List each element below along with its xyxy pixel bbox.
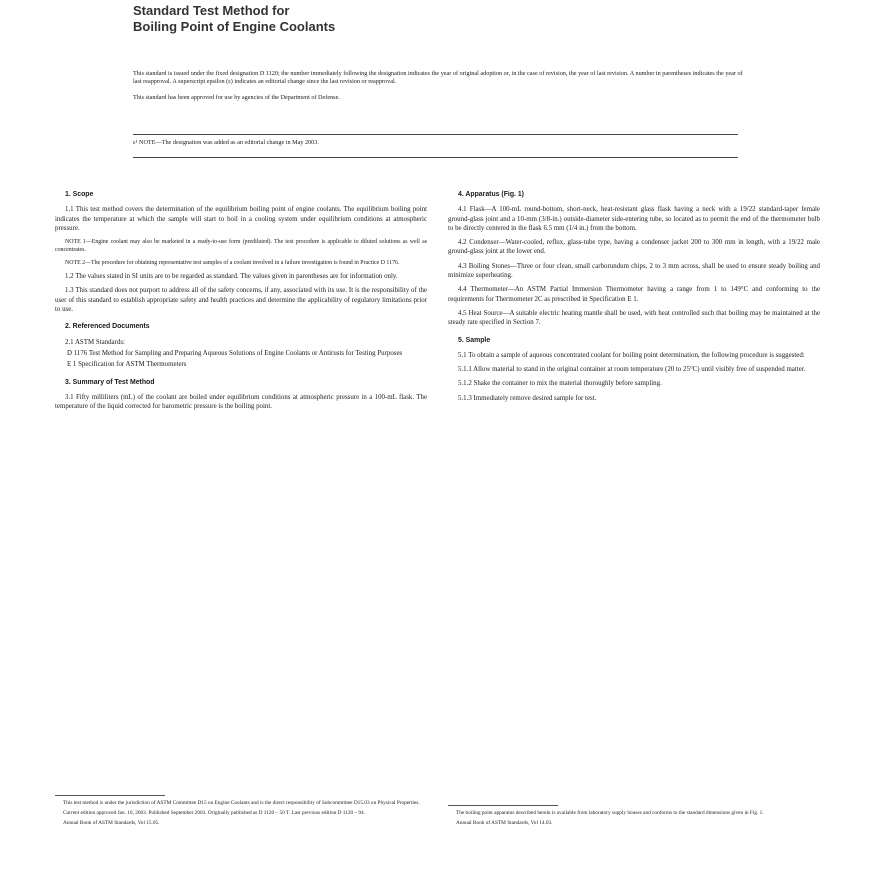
title-block	[133, 0, 743, 35]
paragraph: 4.1 Flask—A 100-mL round-bottom, short-neck, heat-resistant glass flask having a neck with a 19/22 standard-taper female ground-glass joint and a 10-mm (3/8-in.) outside-diameter side-entering tube, so located as to permit the end of the thermometer bulb to be directly centered in the flask 6.5 mm (1/4 in.) from the bottom.	[448, 206, 820, 232]
paragraph: 5.1.2 Shake the container to mix the material thoroughly before sampling.	[458, 380, 662, 388]
footnote: Annual Book of ASTM Standards, Vol 14.03.	[456, 820, 553, 826]
footnote-rule	[55, 795, 165, 796]
editorial-note: ε¹ NOTE—The designation was added as an editorial change in May 2003.	[133, 139, 319, 146]
paragraph: 5.1.1 Allow material to stand in the original container at room temperature (20 to 25°C) until visibly free of suspended matter.	[458, 366, 806, 374]
paragraph: 4.2 Condenser—Water-cooled, reflux, glass-tube type, having a condenser jacket 200 to 300 mm in length, with a 19/22 male ground-glass joint at the lower end.	[448, 239, 820, 256]
paragraph: 1.1 This test method covers the determination of the equilibrium boiling point of engine coolants. The equilibrium boiling point indicates the temperature at which the sample will start to boil in a cooling system under equilibrium conditions at atmospheric pressure.	[55, 206, 427, 232]
approval-note: This standard has been approved for use by agencies of the Department of Defense.	[133, 93, 340, 101]
left-column	[55, 190, 427, 416]
paragraph: 2.1 ASTM Standards:	[65, 338, 125, 346]
paragraph: 5.1.3 Immediately remove desired sample for test.	[458, 394, 597, 402]
footnote: Current edition approved Jan. 10, 2003. Published September 2003. Originally published as D 1120 – 50 T. Last previous edition D 1120 – 94.	[63, 810, 366, 816]
paragraph: 3.1 Fifty milliliters (mL) of the coolant are boiled under equilibrium conditions at atmospheric pressure in a 100-mL flask. The temperature of the liquid corrected for barometric pressure is the boiling point.	[55, 393, 427, 411]
footnotes-right	[448, 810, 820, 830]
reference-item: D 1176 Test Method for Sampling and Preparing Aqueous Solutions of Engine Coolants or Antirusts for Testing Purposes	[67, 349, 403, 357]
paragraph: 4.5 Heat Source—A suitable electric heating mantle shall be used, with heat controlled such that boiling may be maintained at the steady rate specified in Section 7.	[448, 309, 820, 327]
footnote-rule	[448, 805, 558, 806]
section-heading: 1. Scope	[65, 191, 94, 198]
footnote: Annual Book of ASTM Standards, Vol 15.05.	[63, 820, 160, 826]
note: NOTE 2—The procedure for obtaining representative test samples of a coolant involved in a failure investigation is found in Practice D 1176.	[65, 260, 400, 267]
footnotes-left	[55, 800, 427, 830]
section-heading: 3. Summary of Test Method	[65, 378, 155, 386]
right-column	[448, 190, 820, 408]
section-heading: 4. Apparatus (Fig. 1)	[458, 191, 524, 198]
title-line-1: Standard Test Method for	[133, 3, 290, 18]
section-heading: 2. Referenced Documents	[65, 323, 150, 331]
reference-item: E 1 Specification for ASTM Thermometers	[67, 361, 187, 369]
footnote: The boiling point apparatus described herein is available from laboratory supply houses and conforms to the standard dimensions given in Fig. 1.	[456, 810, 764, 816]
paragraph: 1.2 The values stated in SI units are to be regarded as standard. The values given in parentheses are for information only.	[65, 273, 398, 281]
intro-block	[133, 70, 743, 109]
divider-top	[133, 134, 738, 135]
section-heading: 5. Sample	[458, 336, 491, 344]
paragraph: 5.1 To obtain a sample of aqueous concentrated coolant for boiling point determination, the following procedure is suggested:	[458, 351, 805, 359]
footnote: This test method is under the jurisdiction of ASTM Committee D15 on Engine Coolants and is the direct responsibility of Subcommittee D15.03 on Physical Properties.	[63, 800, 420, 806]
note: NOTE 1—Engine coolant may also be marketed in a ready-to-use form (prediluted). The test procedure is applicable to diluted solutions as well as concentrates.	[55, 239, 427, 254]
paragraph: 1.3 This standard does not purport to address all of the safety concerns, if any, associated with its use. It is the responsibility of the user of this standard to establish appropriate safety and health practices and determine the applicability of regulatory limitations prior to use.	[55, 287, 427, 314]
paragraph: 4.4 Thermometer—An ASTM Partial Immersion Thermometer having a range from 1 to 149°C and conforming to the requirements for Thermometer 2C as prescribed in Specification E 1.	[448, 286, 820, 303]
divider-bottom	[133, 157, 738, 158]
paragraph: 4.3 Boiling Stones—Three or four clean, small carborundum chips, 2 to 3 mm across, shall be used to ensure steady boiling and minimize superheating.	[448, 262, 820, 280]
document-title: Boiling Point of Engine Coolants	[133, 19, 336, 34]
designation-note: This standard is issued under the fixed designation D 1120; the number immediately following the designation indicates the year of original adoption or, in the case of revision, the year of last revision. A number in parentheses indicates the year of last reapproval. A superscript epsilon (ε) indicates an editorial change since the last revision or reapproval.	[133, 70, 743, 86]
